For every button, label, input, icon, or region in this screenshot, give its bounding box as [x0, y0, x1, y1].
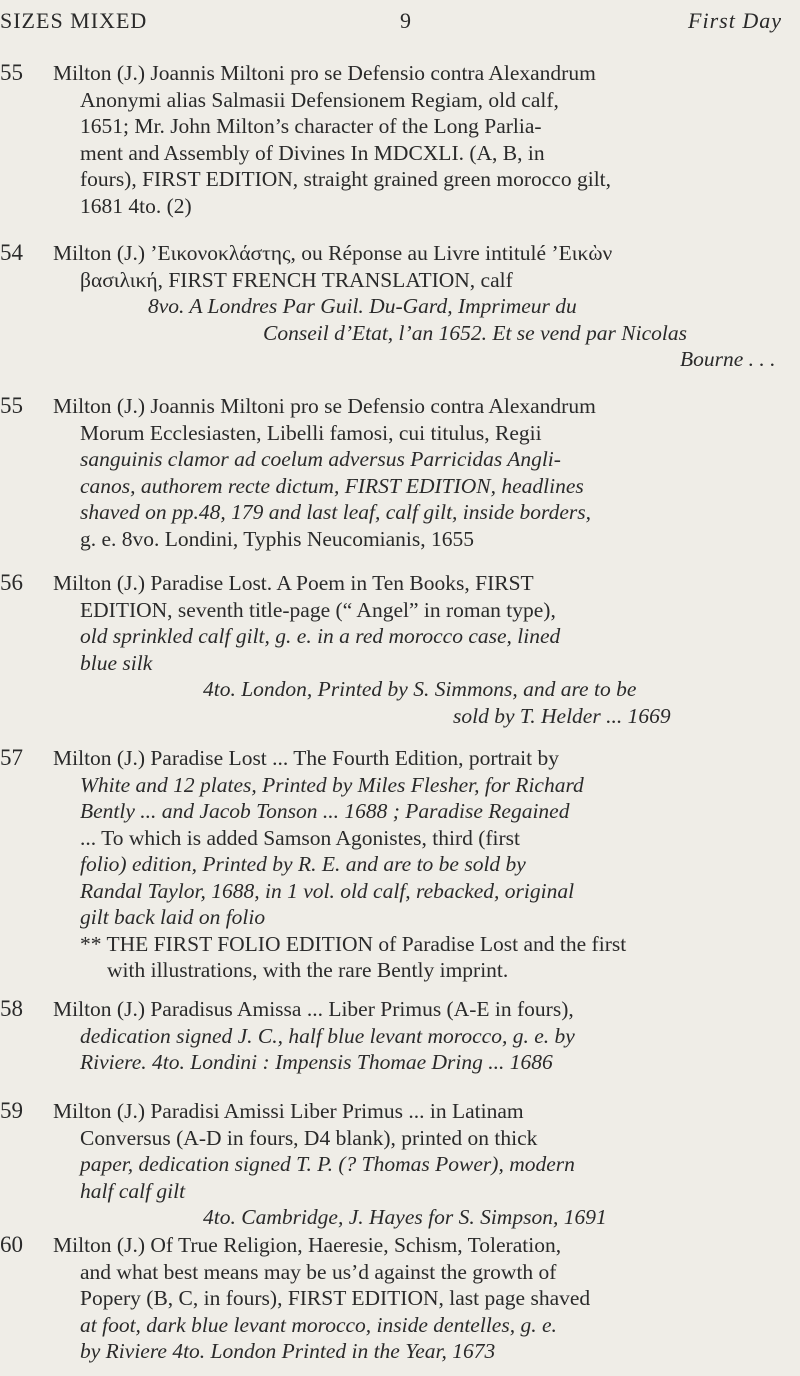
lot-entry: [0, 996, 790, 1076]
lot-description: [53, 570, 790, 729]
lot-line: fours), FIRST EDITION, straight grained green morocco gilt,: [80, 167, 612, 191]
lot-line: White and 12 plates, Printed by Miles Flesher, for Richard: [80, 772, 584, 797]
lot-line: Milton (J.) Of True Religion, Haeresie, Schism, Toleration,: [53, 1233, 562, 1257]
lot-line: shaved on pp.48, 179 and last leaf, calf gilt, inside borders,: [80, 500, 591, 524]
lot-line: EDITION, seventh title-page (“ Angel” in roman type),: [80, 597, 556, 622]
lot-line: 1681 4to. (2): [80, 193, 192, 218]
lot-number: 54: [0, 240, 23, 265]
lot-entry: [0, 745, 790, 984]
lot-line: Conversus (A-D in fours, D4 blank), printed on thick: [80, 1125, 538, 1150]
lot-entry: [0, 1098, 790, 1231]
lot-line: Milton (J.) Joannis Miltoni pro se Defensio contra Alexandrum: [53, 61, 596, 85]
lot-line: and what best means may be us’d against the growth of: [80, 1259, 557, 1284]
lot-entry: [0, 240, 790, 373]
lot-entry: [0, 1232, 790, 1365]
lot-line: with illustrations, with the rare Bently imprint.: [107, 958, 509, 982]
lot-line: 8vo. A Londres Par Guil. Du-Gard, Imprimeur du: [148, 294, 577, 318]
lot-description: [53, 745, 790, 984]
lot-entry: [0, 60, 790, 219]
lot-description: [53, 1232, 790, 1365]
lot-line: Conseil d’Etat, l’an 1652. Et se vend par Nicolas: [263, 320, 687, 345]
lot-description: [53, 1098, 790, 1231]
lot-line: Milton (J.) ’Εικονοκλάστης, ou Réponse au Livre intitulé ’Εικὼν: [53, 241, 613, 265]
header-left: SIZES MIXED: [0, 8, 148, 33]
lot-line: Milton (J.) Paradise Lost. A Poem in Ten Books, FIRST: [53, 571, 534, 595]
lot-line: canos, authorem recte dictum, FIRST EDITION, headlines: [80, 473, 584, 498]
lot-line: half calf gilt: [80, 1178, 186, 1203]
lot-line: Bently ... and Jacob Tonson ... 1688 ; Paradise Regained: [80, 799, 570, 823]
lot-line: 4to. Cambridge, J. Hayes for S. Simpson, 1691: [203, 1205, 607, 1229]
header-right: First Day: [688, 8, 782, 33]
lot-description: [53, 60, 790, 219]
lot-line: dedication signed J. C., half blue levant morocco, g. e. by: [80, 1023, 575, 1048]
lot-line: Milton (J.) Paradise Lost ... The Fourth Edition, portrait by: [53, 746, 559, 770]
lot-line: paper, dedication signed T. P. (? Thomas Power), modern: [80, 1152, 575, 1176]
lot-line: by Riviere 4to. London Printed in the Year, 1673: [80, 1339, 496, 1363]
lot-line: Randal Taylor, 1688, in 1 vol. old calf, rebacked, original: [80, 878, 575, 903]
lot-line: old sprinkled calf gilt, g. e. in a red morocco case, lined: [80, 624, 561, 648]
lot-line: Bourne . . .: [680, 347, 776, 371]
lot-number: 59: [0, 1098, 23, 1123]
lot-entry: [0, 570, 790, 729]
lot-line: Milton (J.) Paradisus Amissa ... Liber Primus (A-E in fours),: [53, 997, 574, 1021]
lot-number: 60: [0, 1232, 23, 1257]
lot-line: blue silk: [80, 650, 153, 675]
lot-line: Popery (B, C, in fours), FIRST EDITION, last page shaved: [80, 1286, 591, 1310]
lot-line: ... To which is added Samson Agonistes, third (first: [80, 825, 521, 850]
lot-line: Morum Ecclesiasten, Libelli famosi, cui titulus, Regii: [80, 420, 542, 445]
lot-line: ** THE FIRST FOLIO EDITION of Paradise Lost and the first: [80, 931, 627, 956]
lot-number: 56: [0, 570, 23, 595]
lot-description: [53, 393, 790, 552]
lot-line: folio) edition, Printed by R. E. and are to be sold by: [80, 852, 526, 876]
lot-line: Riviere. 4to. Londini : Impensis Thomae Dring ... 1686: [80, 1050, 553, 1074]
lot-line: sold by T. Helder ... 1669: [453, 703, 671, 728]
lot-line: sanguinis clamor ad coelum adversus Parricidas Angli-: [80, 447, 561, 471]
lot-line: Anonymi alias Salmasii Defensionem Regiam, old calf,: [80, 87, 559, 112]
page-number: 9: [400, 8, 412, 33]
lot-number: 57: [0, 745, 23, 770]
lot-line: gilt back laid on folio: [80, 905, 266, 929]
lot-line: 1651; Mr. John Milton’s character of the Long Parlia-: [80, 114, 542, 138]
lot-number: 58: [0, 996, 23, 1021]
lot-number: 55: [0, 60, 23, 85]
lot-line: at foot, dark blue levant morocco, inside dentelles, g. e.: [80, 1312, 557, 1337]
lot-line: ment and Assembly of Divines In MDCXLI. (A, B, in: [80, 140, 545, 165]
lot-line: βασιλική, FIRST FRENCH TRANSLATION, calf: [80, 267, 513, 292]
lot-description: [53, 996, 790, 1076]
lot-description: [53, 240, 790, 373]
lot-line: Milton (J.) Joannis Miltoni pro se Defensio contra Alexandrum: [53, 394, 596, 418]
lot-line: Milton (J.) Paradisi Amissi Liber Primus ... in Latinam: [53, 1099, 524, 1123]
lot-entry: [0, 393, 790, 552]
running-header: [0, 8, 800, 38]
lot-number: 55: [0, 393, 23, 418]
lot-line: 4to. London, Printed by S. Simmons, and are to be: [203, 677, 637, 701]
lot-line: g. e. 8vo. Londini, Typhis Neucomianis, 1655: [80, 526, 475, 551]
